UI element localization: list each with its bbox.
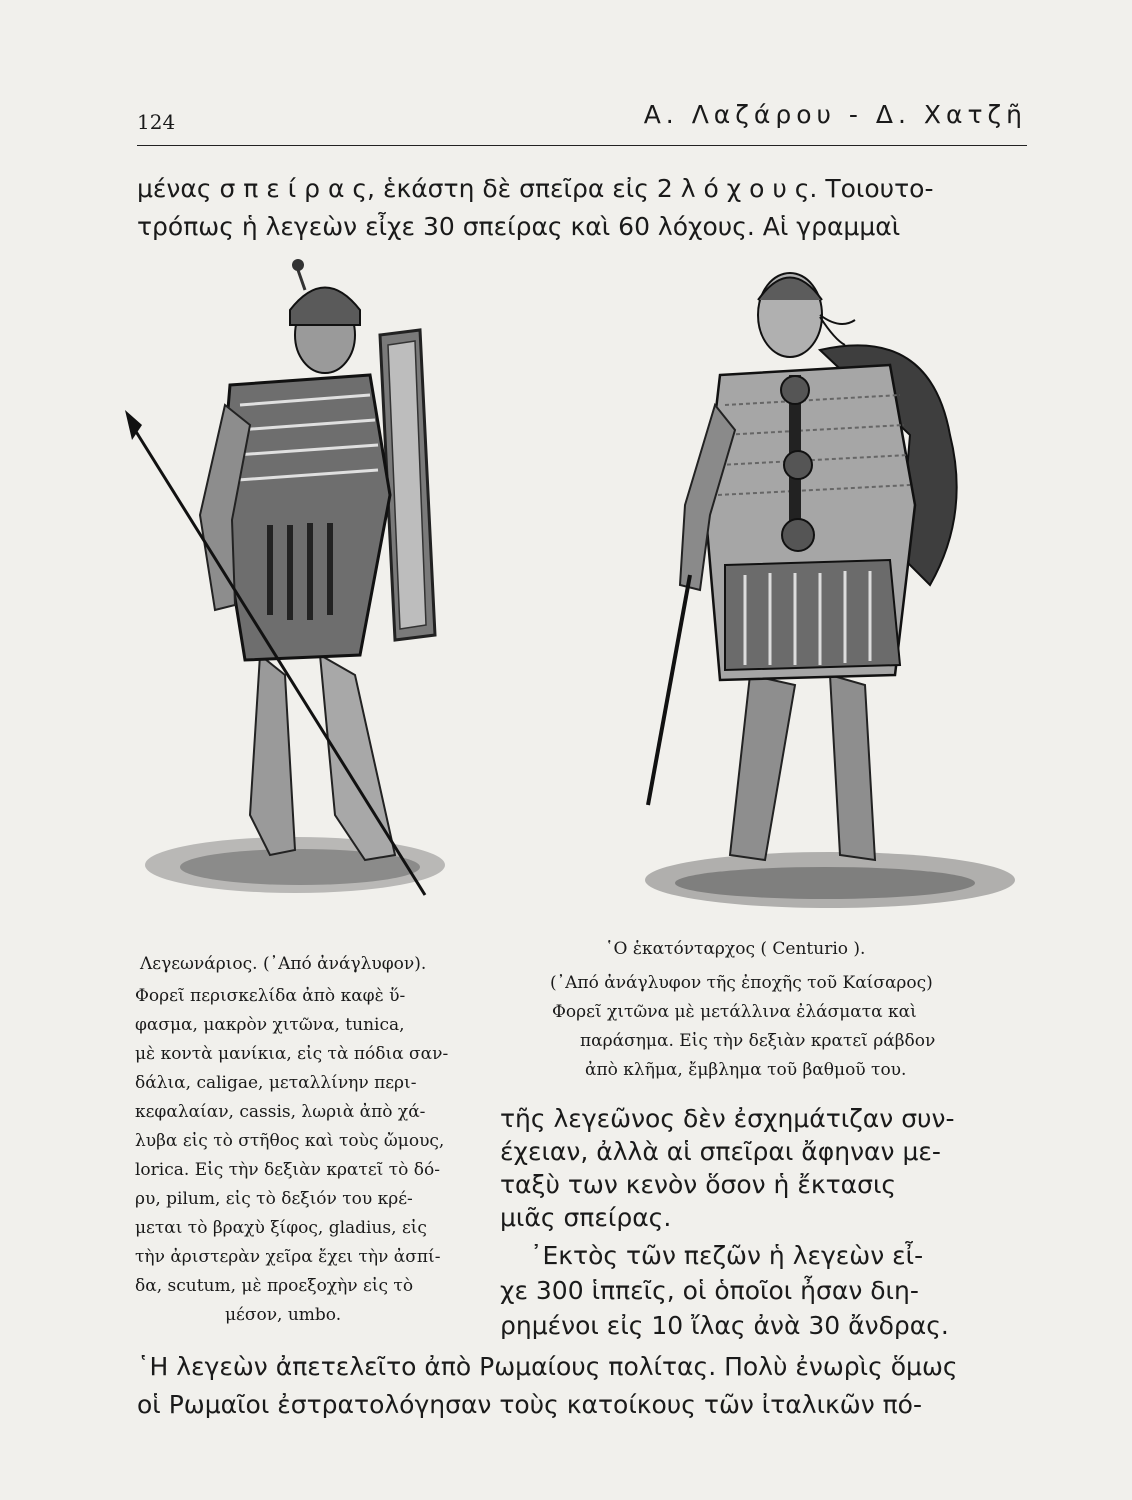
text-line: τρόπως ἡ λεγεὼν εἶχε 30 σπείρας καὶ 60 λόχους. Αἱ γραμμαὶ [137, 212, 901, 241]
text-line: τῆς λεγεῶνος δὲν ἐσχημάτιζαν συν- [500, 1104, 955, 1133]
caption-title: Λεγεωνάριος. (᾿Από ἀνάγλυφον). [140, 954, 427, 974]
text-line: ρημένοι εἰς 10 ἴλας ἀνὰ 30 ἄνδρας. [500, 1311, 949, 1340]
page-number: 124 [137, 110, 176, 134]
caption-line: δα, scutum, μὲ προεξοχὴν εἰς τὸ [135, 1276, 414, 1296]
text-line: οἱ Ρωμαῖοι ἐστρατολόγησαν τοὺς κατοίκους τῶν ἰταλικῶν πό- [137, 1390, 922, 1419]
caption-line: κεφαλαίαν, cassis, λωριὰ ἀπὸ χά- [135, 1102, 426, 1122]
caption-line: ἀπὸ κλῆμα, ἔμβλημα τοῦ βαθμοῦ του. [585, 1060, 907, 1080]
caption-line: (᾿Από ἀνάγλυφον τῆς ἐποχῆς τοῦ Καίσαρος) [550, 973, 933, 993]
caption-line: μεται τὸ βραχὺ ξίφος, gladius, εἰς [135, 1218, 427, 1238]
caption-line: μέσον, umbo. [225, 1305, 342, 1325]
centurion-illustration [630, 255, 1030, 915]
text-line: μιᾶς σπείρας. [500, 1203, 672, 1232]
text-line: ταξὺ των κενὸν ὅσον ἡ ἔκτασις [500, 1170, 897, 1199]
running-title: Α. Λαζάρου - Δ. Χατζῆ [643, 100, 1027, 129]
caption-line: δάλια, caligae, μεταλλίνην περι- [135, 1073, 417, 1093]
caption-line: μὲ κοντὰ μανίκια, εἰς τὰ πόδια σαν- [135, 1044, 449, 1064]
text-line: έχειαν, ἀλλὰ αἱ σπεῖραι ἄφηναν με- [500, 1137, 941, 1166]
running-head [137, 100, 1027, 136]
header-rule [137, 145, 1027, 146]
text-line: ᾿Εκτὸς τῶν πεζῶν ἡ λεγεὼν εἶ- [530, 1241, 924, 1270]
caption-line: Φορεῖ χιτῶνα μὲ μετάλλινα ἐλάσματα καὶ [552, 1002, 917, 1022]
legionary-illustration [120, 255, 470, 905]
text-line: χε 300 ἱππεῖς, οἱ ὁποῖοι ἦσαν διη- [500, 1276, 919, 1305]
caption-line: λυβα εἰς τὸ στῆθος καὶ τοὺς ὤμους, [135, 1131, 445, 1151]
text-line: ῾Η λεγεὼν ἀπετελεῖτο ἀπὸ Ρωμαίους πολίτας. Πολὺ ἐνωρὶς ὅμως [137, 1352, 958, 1381]
text-line: μένας σ π ε ί ρ α ς, ἑκάστη δὲ σπεῖρα εἰς 2 λ ό χ ο υ ς. Τοιουτο- [137, 174, 934, 203]
caption-line: ρυ, pilum, εἰς τὸ δεξιόν του κρέ- [135, 1189, 413, 1209]
top-paragraph [137, 170, 1027, 250]
caption-line: παράσημα. Εἰς τὴν δεξιὰν κρατεῖ ράβδον [580, 1031, 936, 1051]
caption-line: Φορεῖ περισκελίδα ἀπὸ καφὲ ὕ- [135, 986, 406, 1006]
caption-line: φασμα, μακρὸν χιτῶνα, tunica, [135, 1015, 405, 1035]
caption-title: ῾Ο ἑκατόνταρχος ( Centurio ). [605, 939, 866, 959]
caption-line: lorica. Εἰς τὴν δεξιὰν κρατεῖ τὸ δό- [135, 1160, 440, 1180]
caption-line: τὴν ἀριστερὰν χεῖρα ἔχει τὴν ἀσπί- [135, 1247, 441, 1267]
